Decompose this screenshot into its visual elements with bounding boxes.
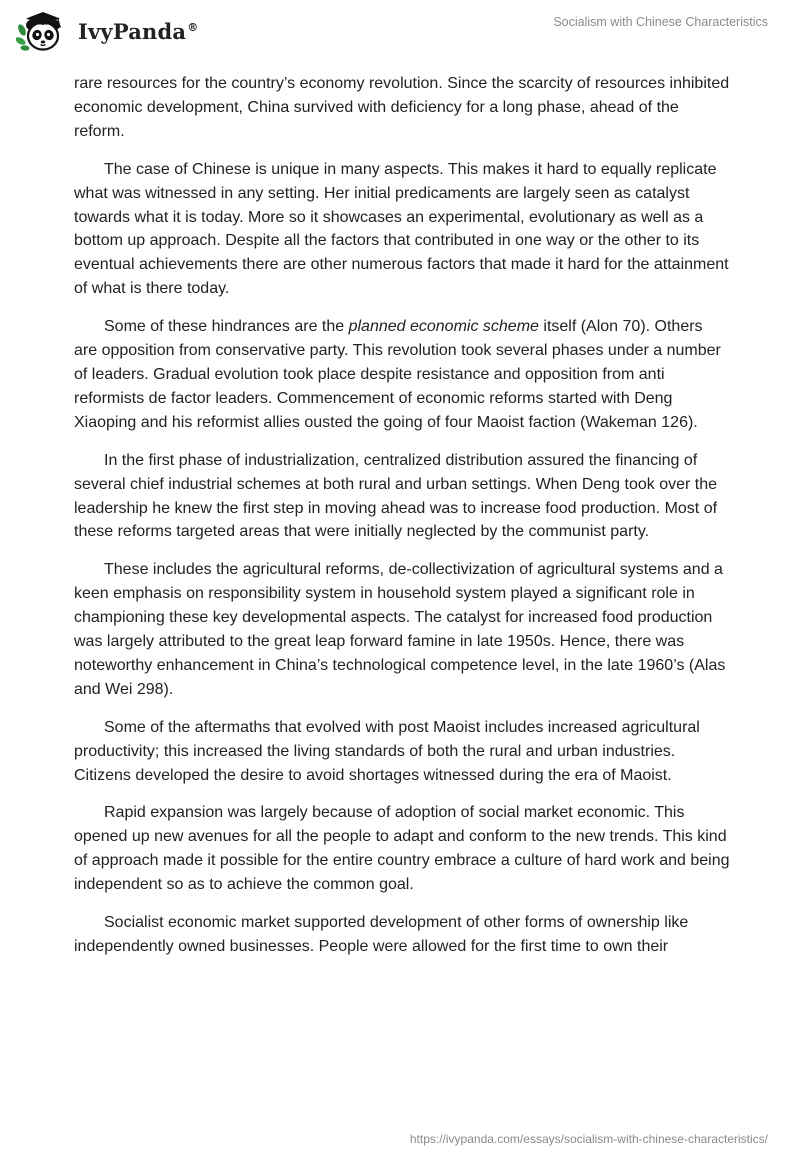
paragraph-5: These includes the agricultural reforms, de-collectivization of agricultural systems and a keen emphasis on responsibility system in household system played a significant role in championing these key developmental aspects. The catalyst for increased food production was largely attributed to the great leap forward famine in late 1950s. Hence, there was noteworthy enhancement in China’s technological competence level, in the late 1960’s (Alas and Wei 298). <box>74 561 726 698</box>
paragraph-8: Socialist economic market supported development of other forms of ownership like independently owned businesses. People were allowed for the first time to own their <box>74 914 689 955</box>
panda-graduate-icon <box>16 10 72 52</box>
paragraph-6: Some of the aftermaths that evolved with post Maoist includes increased agricultural productivity; this increased the living standards of both the rural and urban industries. Citizens developed the desire to avoid shortages witnessed during the era of Maoist. <box>74 718 700 784</box>
paragraph-3 <box>74 315 730 435</box>
paragraph-4: In the first phase of industrialization, centralized distribution assured the financing of several chief industrial schemes at both rural and urban settings. When Deng took over the leadership he knew the first step in moving ahead was to increase food production. Most of these reforms targeted areas that were initially neglected by the communist party. <box>74 451 718 541</box>
paragraph-3-end: itself (Alon 70). Others are opposition from conservative party. This revolution took several phases under a number of leaders. Gradual evolution took place despite resistance and opposition from anti reformists de factor leaders. Commencement of economic reforms started with Deng Xiaoping and his reformist allies ousted the going of four Maoist faction (Wakeman 126). <box>74 318 721 431</box>
paragraph-3-start: Some of these hindrances are the <box>104 318 349 336</box>
essay-body <box>74 72 730 973</box>
source-url[interactable]: https://ivypanda.com/essays/socialism-with-chinese-characteristics/ <box>409 1132 768 1146</box>
paragraph-7: Rapid expansion was largely because of adoption of social market economic. This opened up new avenues for all the people to adapt and conform to the new trends. This kind of approach made it possible for the entire country embrace a culture of hard work and being independent so as to achieve the common goal. <box>74 804 730 894</box>
running-title: Socialism with Chinese Characteristics <box>553 15 768 29</box>
paragraph-1: rare resources for the country’s economy revolution. Since the scarcity of resources inhibited economic development, China survived with deficiency for a long phase, ahead of the reform. <box>74 75 730 140</box>
registered-mark: ® <box>187 20 199 34</box>
page-header <box>0 0 800 60</box>
ivypanda-logo[interactable] <box>16 10 198 52</box>
emphasis-text: planned economic scheme <box>348 318 539 336</box>
paragraph-2: The case of Chinese is unique in many aspects. This makes it hard to equally replicate what was witnessed in any setting. Her initial predicaments are largely seen as catalyst towards what it is today. More so it showcases an experimental, evolutionary as well as a bottom up approach. Despite all the factors that contributed in one way or the other to its eventual achievements there are other numerous factors that made it hard for the attainment of what is there today. <box>74 160 729 298</box>
brand-name: IvyPanda® <box>78 18 199 44</box>
